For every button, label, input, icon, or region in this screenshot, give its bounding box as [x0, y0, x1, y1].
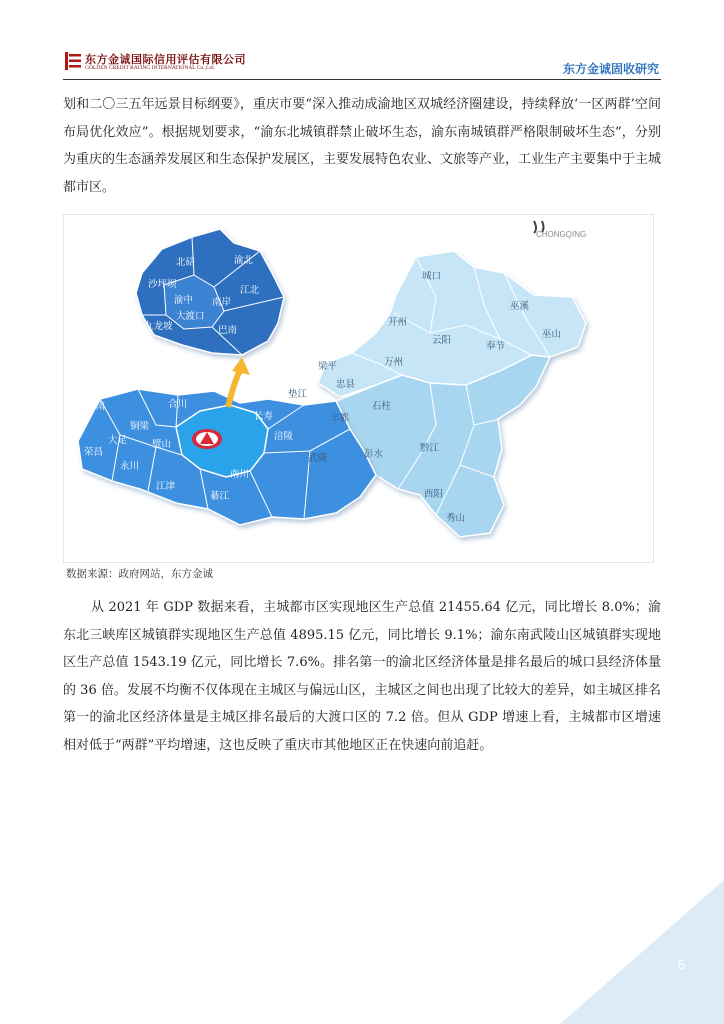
city-center-pin-icon: [192, 429, 222, 449]
label-beibei: 北碚: [176, 257, 196, 268]
label-dianjiang: 垫江: [288, 389, 308, 400]
label-banan: 巴南: [218, 325, 238, 336]
header-divider: [63, 79, 661, 80]
label-hechuan: 合川: [168, 399, 188, 410]
label-tongnan: 潼南: [86, 401, 106, 412]
label-pengshui: 彭水: [364, 449, 384, 460]
label-wuxi: 巫溪: [510, 301, 530, 312]
label-fengjie: 奉节: [486, 341, 506, 352]
company-name-en: GOLDEN CREDIT RATING INTERNATIONAL Co.,Ltd.: [85, 65, 216, 71]
label-wulong: 武隆: [308, 453, 328, 464]
label-shizhu: 石柱: [372, 401, 392, 412]
label-bishan: 璧山: [152, 439, 172, 450]
label-dazu: 大足: [108, 435, 128, 446]
label-fengdu: 丰都: [330, 413, 350, 424]
paragraph-2: 从 2021 年 GDP 数据来看，主城都市区实现地区生产总值 21455.64 亿元，同比增长 8.0%；渝东北三峡库区城镇群实现地区生产总值 4895.15 亿元，同比增长 9.1%；渝东南武陵山区城镇群实现地区生产总值 1543.19 亿元，同比增长 7.6%。排名第一的渝北区经济体量是排名最后的城口县经济体量的 36 倍。发展不均衡不仅体现在主城区与偏远山区，主城区之间也出现了比较大的差异，如主城区排名第一的渝北区经济体量是主城区排名最后的大渡口区的 7.2 倍。但从 GDP 增速上看，主城都市区增速相对低于“两群”平均增速，这也反映了重庆市其他地区正在快速向前追赶。: [63, 600, 661, 753]
label-nanchuan: 南川: [230, 469, 250, 480]
label-yuzhong: 渝中: [174, 295, 194, 306]
report-brand: 东方金诚固收研究: [562, 62, 659, 76]
label-chengkou: 城口: [422, 271, 442, 282]
label-xiushan: 秀山: [446, 513, 466, 524]
label-changshou: 长寿: [254, 411, 274, 422]
label-yunyang: 云阳: [432, 335, 452, 346]
label-yongchuan: 永川: [120, 461, 140, 472]
label-zhongxian: 忠县: [336, 379, 356, 390]
paragraph-1: 划和二〇三五年远景目标纲要》，重庆市要“深入推动成渝地区双城经济圈建设，持续释放‘一区两群’空间布局优化效应”。根据规划要求，“渝东北城镇群禁止破坏生态，渝东南城镇群严格限制破坏生态”，分别为重庆的生态涵养发展区和生态保护发展区，主要发展特色农业、文旅等产业，工业生产主要集中于主城都市区。: [63, 97, 662, 195]
label-jiangjin: 江津: [156, 481, 176, 492]
figure-caption: 数据来源：政府网站，东方金诚: [66, 568, 213, 580]
label-shapingba: 沙坪坝: [148, 279, 177, 290]
chongqing-map-figure: [63, 214, 654, 563]
label-jiangbei: 江北: [240, 285, 260, 296]
label-wushan: 巫山: [542, 329, 562, 340]
page-header: [63, 48, 661, 80]
label-nanan: 南岸: [212, 297, 232, 308]
label-dadukou: 大渡口: [176, 311, 205, 322]
label-wanzhou: 万州: [384, 357, 404, 368]
label-kaizhou: 开州: [388, 317, 408, 328]
arrow-head-icon: [232, 357, 250, 375]
label-tongliang: 铜梁: [130, 421, 150, 432]
page-number: 5: [678, 957, 686, 972]
company-logo-icon: [65, 52, 81, 70]
company-name-cn: 东方金诚国际信用评估有限公司: [85, 53, 246, 66]
label-liangping: 梁平: [318, 361, 338, 372]
chongqing-district-map: [64, 215, 653, 562]
label-qijiang: 綦江: [210, 491, 230, 502]
region-northeast: [318, 251, 586, 397]
label-qianjiang: 黔江: [420, 443, 440, 454]
label-fuling: 涪陵: [274, 431, 294, 442]
label-yubei: 渝北: [234, 255, 254, 266]
label-rongchang: 荣昌: [84, 447, 104, 458]
map-watermark: CHONGQING: [536, 230, 587, 239]
label-jiulongpo: 九龙坡: [144, 321, 173, 332]
label-youyang: 酉阳: [424, 489, 444, 500]
